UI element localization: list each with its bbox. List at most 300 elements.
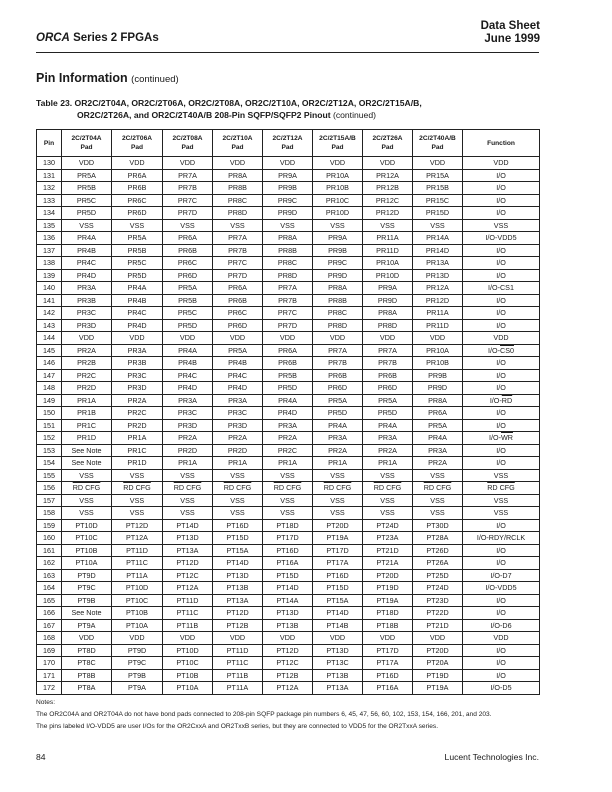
pad-cell: VSS [213,469,263,482]
pad-cell: PR5D [163,319,213,332]
table-row [37,207,540,220]
pad-cell: VDD [112,332,163,345]
pad-cell: PR10B [413,357,463,370]
pad-cell: PT15D [213,532,263,545]
pad-cell: PR3A [263,419,313,432]
pad-cell: PR3A [213,394,263,407]
pad-cell: PT28A [413,532,463,545]
pad-cell: PT19A [413,682,463,695]
pad-cell: PR10A [413,344,463,357]
pad-cell: PR4A [413,432,463,445]
pad-cell: PR15B [413,182,463,195]
section-title-text: Pin Information [36,71,128,85]
pad-cell: PR11A [363,232,413,245]
pad-cell: PR4C [163,369,213,382]
pad-cell: PT9D [112,644,163,657]
pad-cell: VDD [163,632,213,645]
table-row [37,194,540,207]
pad-cell: PR3A [313,432,363,445]
function-cell: I/O [463,644,540,657]
pad-cell: PR13D [413,269,463,282]
pad-cell: VDD [363,157,413,170]
table-row [37,594,540,607]
pad-cell: PR5C [62,194,112,207]
pad-cell: PR6B [112,182,163,195]
pad-cell: PT14D [163,519,213,532]
table-row [37,244,540,257]
pad-cell: PR4A [163,344,213,357]
pad-cell: PT19A [313,532,363,545]
pad-cell: VSS [213,494,263,507]
pad-cell: PR10B [313,182,363,195]
function-cell: I/O-CS0 [463,344,540,357]
table-row [37,657,540,670]
pad-cell: VSS [163,469,213,482]
pad-cell: PR5A [413,419,463,432]
function-cell: $I/O-\overline{WR}$ [463,432,540,445]
pad-cell: PR2B [62,357,112,370]
function-cell: I/O [463,357,540,370]
pad-cell: PR2C [62,369,112,382]
pad-cell: PT9B [62,594,112,607]
pad-cell: VSS [263,469,313,482]
pad-cell: PT10B [112,607,163,620]
pad-cell: PT13B [313,669,363,682]
pad-cell: PR6B [163,244,213,257]
pad-cell: PR7C [163,194,213,207]
pad-cell: PR6C [163,257,213,270]
pad-cell: PR12D [413,294,463,307]
pad-cell: PT10B [163,669,213,682]
table-row [37,332,540,345]
pad-cell: PR8B [313,294,363,307]
pad-cell: PT12A [163,582,213,595]
pad-cell: PR4D [263,407,313,420]
function-cell: I/O [463,557,540,570]
pad-cell: VDD [213,632,263,645]
pad-cell: PT13C [313,657,363,670]
function-cell: I/O [463,369,540,382]
pad-cell: PT13D [263,607,313,620]
pin-number-cell: 168 [37,632,62,645]
table-row [37,294,540,307]
pad-cell: RD CFG [363,482,413,495]
pad-cell: PT15D [263,569,313,582]
pad-cell: PR7B [213,244,263,257]
function-cell: I/O [463,594,540,607]
pad-cell: PR4D [62,269,112,282]
column-header-name: 2C/2T04A [71,135,102,142]
pin-number-cell: 135 [37,219,62,232]
pad-cell: PR3A [163,394,213,407]
function-cell: I/O [463,194,540,207]
pad-cell: PR4D [112,319,163,332]
function-cell: I/O [463,319,540,332]
table-row [37,519,540,532]
column-header-name: Pin [43,139,55,147]
pad-cell: VSS [313,494,363,507]
function-cell: I/O [463,294,540,307]
pad-cell: VDD [363,632,413,645]
pad-cell: PT8C [62,657,112,670]
function-cell: I/O [463,307,540,320]
column-header-name: 2C/2T15A/B [319,135,356,142]
pad-cell: PR5B [62,182,112,195]
pad-cell: PR5A [163,282,213,295]
pad-cell: PR8A [413,394,463,407]
pad-cell: PT26A [413,557,463,570]
function-cell: I/O [463,457,540,470]
pad-cell: PR4C [62,257,112,270]
pad-cell: VDD [313,332,363,345]
pad-cell: PR2D [112,419,163,432]
pad-cell: PT15A [313,594,363,607]
pad-cell: PT14A [263,594,313,607]
pin-number-cell: 132 [37,182,62,195]
function-cell: I/O-RDY/RCLK [463,532,540,545]
pin-number-cell: 167 [37,619,62,632]
pad-cell: PR4B [163,357,213,370]
pad-cell: PT13A [213,594,263,607]
pad-cell: VDD [413,332,463,345]
pad-cell: PR5A [62,169,112,182]
pad-cell: PR6A [163,232,213,245]
pin-number-cell: 155 [37,469,62,482]
pad-cell: VSS [213,219,263,232]
pad-cell: PT19D [363,582,413,595]
company-name: Lucent Technologies Inc. [444,752,539,762]
pad-cell: PR2A [163,432,213,445]
table-row [37,607,540,620]
pad-cell: PR9D [413,382,463,395]
pad-cell: PR15C [413,194,463,207]
function-cell: I/O [463,444,540,457]
pad-cell: PR2C [263,444,313,457]
pad-cell: PT16D [213,519,263,532]
pad-cell: PR3B [62,294,112,307]
pin-number-cell: 145 [37,344,62,357]
pad-cell: PR6D [363,382,413,395]
pad-cell: VSS [363,507,413,520]
pad-cell: PR1D [112,457,163,470]
function-cell: VDD [463,157,540,170]
pad-cell: PT11D [213,644,263,657]
pad-cell: PT11A [213,682,263,695]
pad-cell: PR2A [363,444,413,457]
table-row [37,557,540,570]
function-cell: I/O-D7 [463,569,540,582]
pad-cell: PR5D [363,407,413,420]
pin-number-cell: 164 [37,582,62,595]
pad-cell: PR5B [163,294,213,307]
pad-cell: See Note [62,444,112,457]
pad-cell: PR4A [363,419,413,432]
pad-cell: PR9B [313,244,363,257]
table-row [37,482,540,495]
pad-cell: VDD [163,332,213,345]
pad-cell: PT13D [163,532,213,545]
pad-cell: PR2D [163,444,213,457]
pad-cell: PR1C [112,444,163,457]
notes-section [36,698,546,734]
pad-cell: PR7A [163,169,213,182]
pad-cell: PT12D [213,607,263,620]
function-cell: I/O [463,519,540,532]
page-number: 84 [36,752,46,762]
pad-cell: PT8B [62,669,112,682]
pad-cell: VDD [263,157,313,170]
pad-cell: PT17D [363,644,413,657]
function-cell: I/O [463,169,540,182]
pad-cell: PT12D [163,557,213,570]
pad-cell: PR5C [163,307,213,320]
pad-cell: RD CFG [62,482,112,495]
section-continued: (continued) [131,74,179,85]
pad-cell: PR1C [62,419,112,432]
pin-number-cell: 143 [37,319,62,332]
column-header-sub: Pad [431,144,444,151]
pad-cell: PT9D [62,569,112,582]
column-header [363,130,413,157]
function-cell: VSS [463,494,540,507]
table-row [37,444,540,457]
pad-cell: VDD [313,157,363,170]
pad-cell: PR8C [263,257,313,270]
pad-cell: PR3D [112,382,163,395]
pad-cell: PR7B [363,357,413,370]
pin-number-cell: 158 [37,507,62,520]
pad-cell: PT20D [313,519,363,532]
pad-cell: PT17D [263,532,313,545]
pad-cell: PT13D [313,644,363,657]
pad-cell: PT10C [163,657,213,670]
pad-cell: PT12A [263,682,313,695]
pad-cell: VSS [413,494,463,507]
pad-cell: PR2A [112,394,163,407]
pad-cell: PR7D [163,207,213,220]
pad-cell: PT16A [363,682,413,695]
pad-cell: PR4A [313,419,363,432]
pad-cell: VDD [62,332,112,345]
function-cell: VSS [463,469,540,482]
pad-cell: PR1B [62,407,112,420]
pad-cell: PR12A [363,169,413,182]
pad-cell: PR8A [363,307,413,320]
pin-number-cell: 131 [37,169,62,182]
pin-number-cell: 142 [37,307,62,320]
document-header-info [481,20,540,46]
pin-number-cell: 136 [37,232,62,245]
pad-cell: PR8B [213,182,263,195]
pad-cell: PR7A [263,282,313,295]
pad-cell: PT9C [62,582,112,595]
function-cell: I/O [463,244,540,257]
pad-cell: PR9A [263,169,313,182]
table-row [37,582,540,595]
function-cell: I/O-D5 [463,682,540,695]
pad-cell: PT11D [163,594,213,607]
pad-cell: PR7A [213,232,263,245]
pad-cell: PR7A [363,344,413,357]
pad-cell: PR3D [163,419,213,432]
pad-cell: PR1A [112,432,163,445]
pad-cell: RD CFG [313,482,363,495]
pad-cell: PT16D [263,544,313,557]
pad-cell: PT16D [363,669,413,682]
pad-cell: RD CFG [213,482,263,495]
pin-number-cell: 153 [37,444,62,457]
pad-cell: PT14D [213,557,263,570]
pin-number-cell: 170 [37,657,62,670]
table-row [37,257,540,270]
pad-cell: PR6B [363,369,413,382]
pad-cell: PR11D [363,244,413,257]
column-header [313,130,363,157]
pad-cell: VSS [62,219,112,232]
column-header-sub: Pad [331,144,344,151]
pad-cell: PT13A [163,544,213,557]
pad-cell: PT18D [263,519,313,532]
pad-cell: PT21D [363,544,413,557]
pad-cell: PT20D [413,644,463,657]
pad-cell: PR1D [62,432,112,445]
table-caption [36,97,556,121]
pad-cell: VDD [163,157,213,170]
pad-cell: PT14D [313,607,363,620]
pad-cell: PT11A [112,569,163,582]
pad-cell: PR6D [213,319,263,332]
pad-cell: PT10A [62,557,112,570]
pin-number-cell: 148 [37,382,62,395]
pad-cell: PT12D [263,644,313,657]
pad-cell: VSS [363,219,413,232]
pad-cell: PR2A [413,457,463,470]
function-cell: RD CFG [463,482,540,495]
pad-cell: PR2D [213,444,263,457]
table-row [37,469,540,482]
pad-cell: PR8D [263,269,313,282]
pad-cell: PT12B [263,669,313,682]
column-header [263,130,313,157]
pad-cell: VSS [263,507,313,520]
pad-cell: PR14A [413,232,463,245]
notes-heading: Notes: [36,699,56,706]
column-header [62,130,112,157]
pad-cell: PR9B [263,182,313,195]
pad-cell: PR10C [313,194,363,207]
table-body [37,157,540,695]
pad-cell: PT10C [112,594,163,607]
pad-cell: PR7D [263,319,313,332]
pad-cell: RD CFG [112,482,163,495]
table-row [37,269,540,282]
pad-cell: PR5A [313,394,363,407]
pad-cell: PT17D [313,544,363,557]
pad-cell: PR2A [213,432,263,445]
series-name: Series 2 FPGAs [69,32,159,44]
function-cell: VDD [463,632,540,645]
pad-cell: PR2A [62,344,112,357]
pad-cell: PR3D [213,419,263,432]
column-header-name: 2C/2T08A [172,135,203,142]
table-caption-continued: (continued) [332,110,376,120]
pad-cell: PR4B [112,294,163,307]
pad-cell: VSS [112,219,163,232]
pad-cell: PT19D [413,669,463,682]
pad-cell: PT12A [112,532,163,545]
pad-cell: PT16A [263,557,313,570]
pad-cell: PT17A [313,557,363,570]
pad-cell: PR7C [263,307,313,320]
pad-cell: PR6D [163,269,213,282]
pin-number-cell: 134 [37,207,62,220]
pad-cell: VDD [313,632,363,645]
pad-cell: PT11C [163,607,213,620]
pad-cell: PR8D [213,207,263,220]
function-cell: I/O [463,382,540,395]
pad-cell: VDD [213,157,263,170]
pad-cell: PR1A [363,457,413,470]
pad-cell: VSS [313,219,363,232]
table-row [37,319,540,332]
pin-number-cell: 161 [37,544,62,557]
pad-cell: PR8A [213,169,263,182]
pad-cell: PR8C [213,194,263,207]
pin-number-cell: 133 [37,194,62,207]
function-cell: I/O [463,269,540,282]
pad-cell: PT11B [163,619,213,632]
pad-cell: PR5A [213,344,263,357]
pad-cell: PR3C [62,307,112,320]
pin-number-cell: 150 [37,407,62,420]
table-row [37,507,540,520]
column-header-name: 2C/2T12A [272,135,303,142]
table-row [37,369,540,382]
pin-number-cell: 141 [37,294,62,307]
pad-cell: PT13B [213,582,263,595]
table-row [37,219,540,232]
pad-cell: PR2A [263,432,313,445]
column-header-sub: Pad [80,144,93,151]
pad-cell: PR9D [363,294,413,307]
table-caption-line1: Table 23. OR2C/2T04A, OR2C/2T06A, OR2C/2T08A, OR2C/2T10A, OR2C/2T12A, OR2C/2T15A/B, [36,98,422,108]
function-cell: VSS [463,219,540,232]
pad-cell: PR3C [112,369,163,382]
pad-cell: PT12B [213,619,263,632]
column-header-sub: Pad [281,144,294,151]
pin-number-cell: 172 [37,682,62,695]
pad-cell: VSS [313,469,363,482]
section-title [36,71,179,85]
pad-cell: PR6B [213,294,263,307]
pad-cell: PR10A [363,257,413,270]
pad-cell: PR6A [112,169,163,182]
column-header-name: 2C/2T10A [222,135,253,142]
pad-cell: PT15D [313,582,363,595]
pad-cell: PT24D [413,582,463,595]
column-header [413,130,463,157]
pad-cell: PT23D [413,594,463,607]
pad-cell: PT19A [363,594,413,607]
pad-cell: PT18D [363,607,413,620]
pad-cell: PR10A [313,169,363,182]
pad-cell: PT11C [112,557,163,570]
pin-number-cell: 154 [37,457,62,470]
pad-cell: PR5D [313,407,363,420]
table-row [37,407,540,420]
pad-cell: PT11D [112,544,163,557]
pad-cell: RD CFG [413,482,463,495]
